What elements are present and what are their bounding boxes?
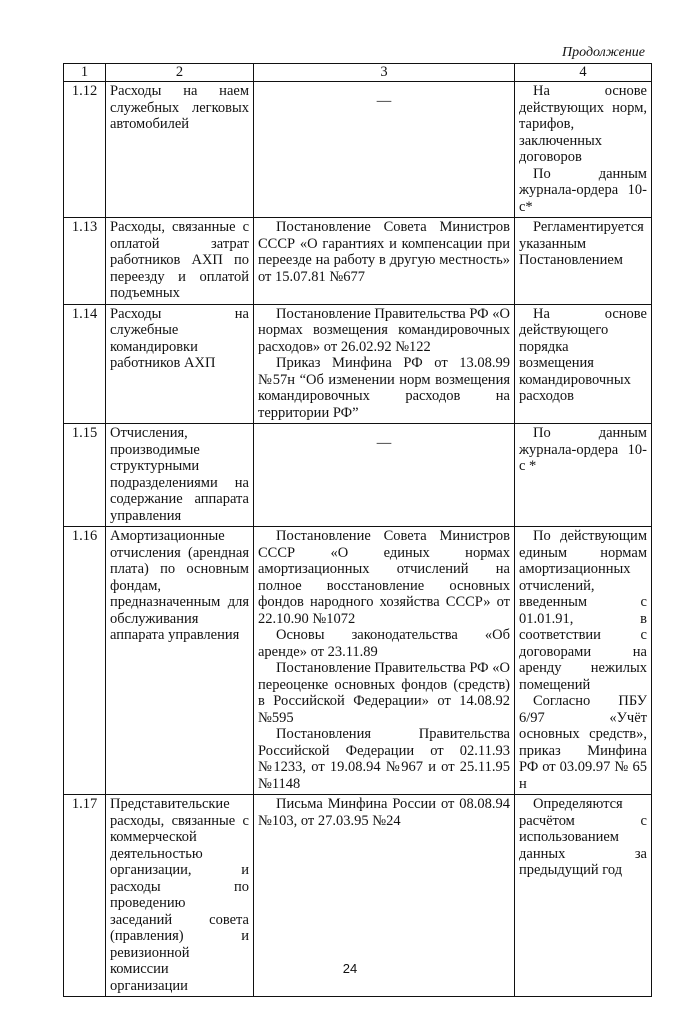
page-number: 24 <box>342 961 358 976</box>
expense-item-name: Расходы на служебные командировки работников АХП <box>106 304 254 424</box>
legal-basis-cell <box>254 82 515 218</box>
table-row <box>64 424 652 527</box>
expense-item-name: Расходы на наем служебных легковых автомобилей <box>106 82 254 218</box>
calculation-method-paragraph: На основе действующего порядка возмещения командировочных расходов <box>519 305 647 404</box>
calculation-method-paragraph: Согласно ПБУ 6/97 «Учёт основных средств», приказ Минфина РФ от 03.09.97 № 65 н <box>519 693 647 792</box>
column-header: 1 <box>64 64 106 82</box>
legal-basis-paragraph: Постановление Правительства РФ «О переоценке основных фондов (средств) в Российской Федерации» от 14.08.92 №595 <box>258 660 510 726</box>
legal-basis-paragraph: — <box>376 435 392 451</box>
expense-item-name: Представительские расходы, связанные с коммерческой деятельностью организации, и расходы по проведению заседаний совета (правления) и ревизионной комиссии организации <box>106 795 254 997</box>
legal-basis-cell <box>254 424 515 527</box>
legal-basis-paragraph: Постановление Совета Министров СССР «О единых нормах амортизационных отчислений на полное восстановление основных фондов народного хозяйства СССР» от 22.10.90 №1072 <box>258 528 510 627</box>
table-row <box>64 527 652 795</box>
row-number: 1.13 <box>64 218 106 305</box>
table-row <box>64 82 652 218</box>
expense-item-name: Отчисления, производимые структурными подразделениями на содержание аппарата управления <box>106 424 254 527</box>
expense-item-name: Расходы, связанные с оплатой затрат работников АХП по переезду и оплатой подъемных <box>106 218 254 305</box>
column-header: 3 <box>254 64 515 82</box>
legal-basis-paragraph: Письма Минфина России от 08.08.94 №103, от 27.03.95 №24 <box>258 796 510 829</box>
calculation-method-paragraph: По действующим единым нормам амортизационных отчислений, введенным с 01.01.91, в соответствии с договорами на аренду нежилых помещений <box>519 528 647 693</box>
calculation-method-cell <box>515 304 652 424</box>
legal-basis-cell <box>254 304 515 424</box>
row-number: 1.14 <box>64 304 106 424</box>
legal-basis-paragraph: Постановления Правительства Российской Федерации от 02.11.93 №1233, от 19.08.94 №967 и от 25.11.95 №1148 <box>258 726 510 792</box>
row-number: 1.17 <box>64 795 106 997</box>
calculation-method-cell <box>515 424 652 527</box>
calculation-method-cell <box>515 82 652 218</box>
legal-basis-paragraph: Приказ Минфина РФ от 13.08.99 №57н “Об изменении норм возмещения командировочных расходов на территории РФ” <box>258 355 510 421</box>
legal-basis-cell <box>254 527 515 795</box>
regulation-table <box>63 63 652 997</box>
column-header: 4 <box>515 64 652 82</box>
legal-basis-paragraph: Постановление Правительства РФ «О нормах возмещения командировочных расходов» от 26.02.92 №122 <box>258 305 510 355</box>
legal-basis-paragraph: — <box>376 93 392 109</box>
table-row <box>64 218 652 305</box>
calculation-method-paragraph: На основе действующих норм, тарифов, заключенных договоров <box>519 83 647 165</box>
row-number: 1.16 <box>64 527 106 795</box>
continuation-label: Продолжение <box>562 45 645 60</box>
legal-basis-paragraph: Основы законодательства «Об аренде» от 23.11.89 <box>258 627 510 660</box>
calculation-method-paragraph: По данным журнала-ордера 10-с* <box>519 165 647 215</box>
table-body <box>64 82 652 997</box>
calculation-method-paragraph: Регламентируется указанным Постановлением <box>519 219 644 268</box>
legal-basis-paragraph: Постановление Совета Министров СССР «О гарантиях и компенсации при переезде на работу в другую местность» от 15.07.81 №677 <box>258 219 510 285</box>
calculation-method-cell <box>515 218 652 305</box>
calculation-method-paragraph: Определяются расчётом с использованием данных за предыдущий год <box>519 796 647 878</box>
column-header: 2 <box>106 64 254 82</box>
row-number: 1.12 <box>64 82 106 218</box>
table-header-row <box>64 64 652 82</box>
expense-item-name: Амортизационные отчисления (арендная плата) по основным фондам, предназначенным для обслуживания аппарата управления <box>106 527 254 795</box>
row-number: 1.15 <box>64 424 106 527</box>
calculation-method-paragraph: По данным журнала-ордера 10-с * <box>519 425 647 474</box>
calculation-method-cell <box>515 527 652 795</box>
table-row <box>64 304 652 424</box>
legal-basis-cell <box>254 218 515 305</box>
